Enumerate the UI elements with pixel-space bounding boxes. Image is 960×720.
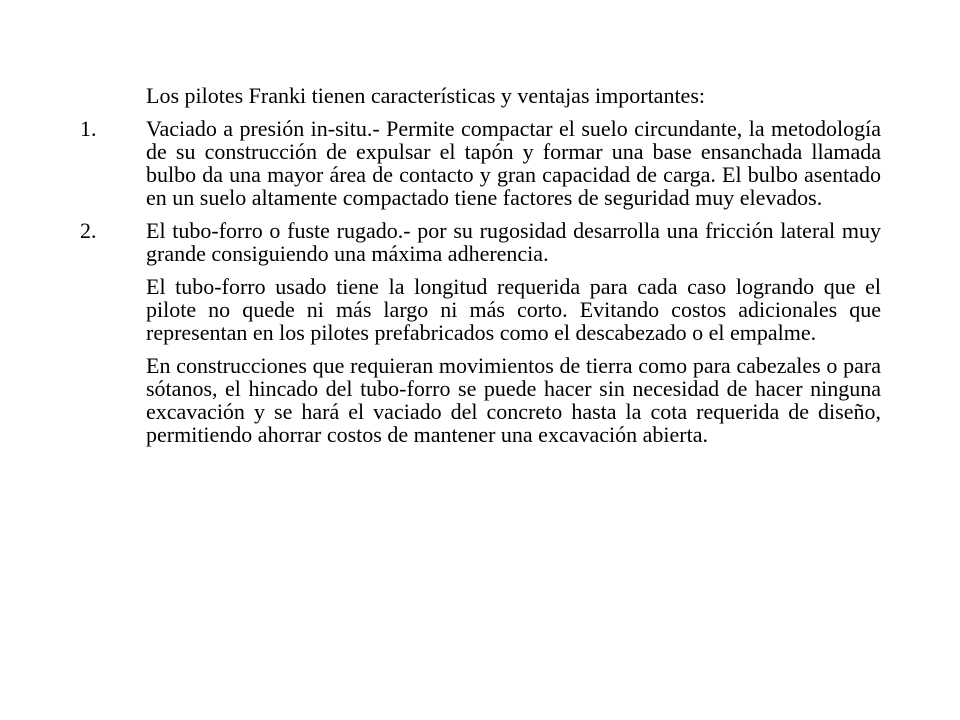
list-item-number: 1. [80,116,97,141]
intro-text: Los pilotes Franki tienen características y ventajas importantes: [146,83,705,108]
list-item-2 [80,218,881,266]
list-item-number: 2. [80,218,97,243]
list-item-1 [80,116,881,210]
list-item-text: El tubo-forro o fuste rugado.- por su rugosidad desarrolla una fricción lateral muy grande consiguiendo una máxima adherencia. [146,218,881,266]
paragraph-construcciones: En construcciones que requieran movimientos de tierra como para cabezales o para sótanos, el hincado del tubo-forro se puede hacer sin necesidad de hacer ninguna excavación y se hará el vaciado del concreto hasta la cota requerida de diseño, permitiendo ahorrar costos de mantener una excavación abierta. [146,353,881,447]
slide-content [80,83,881,456]
list-item-text: Vaciado a presión in-situ.- Permite compactar el suelo circundante, la metodología de su construcción de expulsar el tapón y formar una base ensanchada llamada bulbo da una mayor área de contacto y gran capacidad de carga. El bulbo asentado en un suelo altamente compactado tiene factores de seguridad muy elevados. [146,116,881,210]
paragraph-tubo-forro: El tubo-forro usado tiene la longitud requerida para cada caso logrando que el pilote no quede ni más largo ni más corto. Evitando costos adicionales que representan en los pilotes prefabricados como el descabezado o el empalme. [146,274,881,345]
